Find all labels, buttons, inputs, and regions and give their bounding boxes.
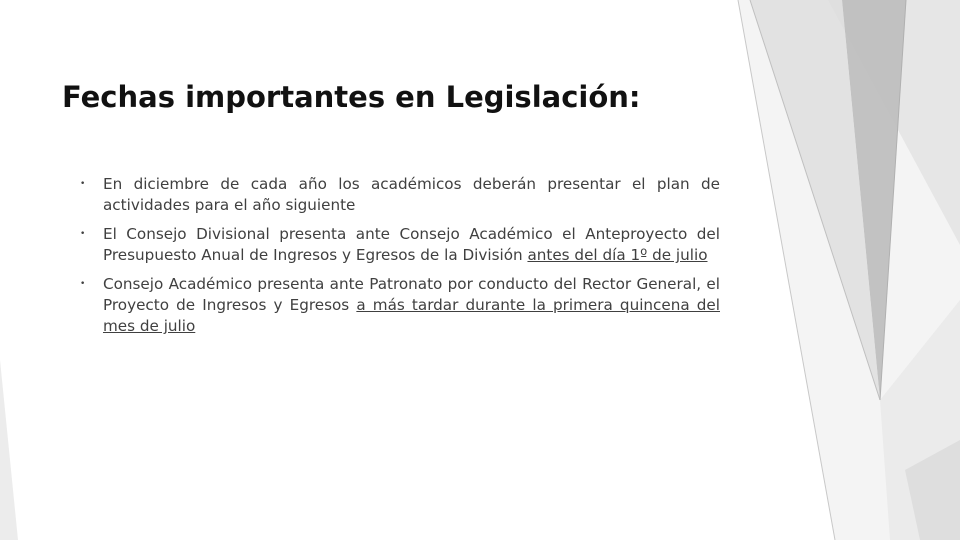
slide-title: Fechas importantes en Legislación: xyxy=(62,80,641,114)
left-edge-shape xyxy=(0,360,18,540)
bullet-text: Consejo Académico presenta ante Patronato por conducto del Rector General, el Proyecto de Ingresos y Egresos xyxy=(103,275,720,314)
bullet-dot-icon: • xyxy=(80,179,86,189)
bullet-list xyxy=(80,174,720,345)
bullet-dot-icon: • xyxy=(80,279,86,289)
bullet-text: En diciembre de cada año los académicos deberán presentar el plan de actividades para el año siguiente xyxy=(103,175,720,214)
bullet-underlined-text: antes del día 1º de julio xyxy=(527,246,708,264)
list-item xyxy=(80,174,720,216)
bullet-text: El Consejo Divisional presenta ante Consejo Académico el Anteproyecto del Presupuesto Anual de Ingresos y Egresos de la División xyxy=(103,225,720,264)
list-item xyxy=(80,274,720,337)
bullet-underlined-text: a más tardar durante la primera quincena del mes de julio xyxy=(103,296,720,335)
bullet-dot-icon: • xyxy=(80,229,86,239)
list-item xyxy=(80,224,720,266)
